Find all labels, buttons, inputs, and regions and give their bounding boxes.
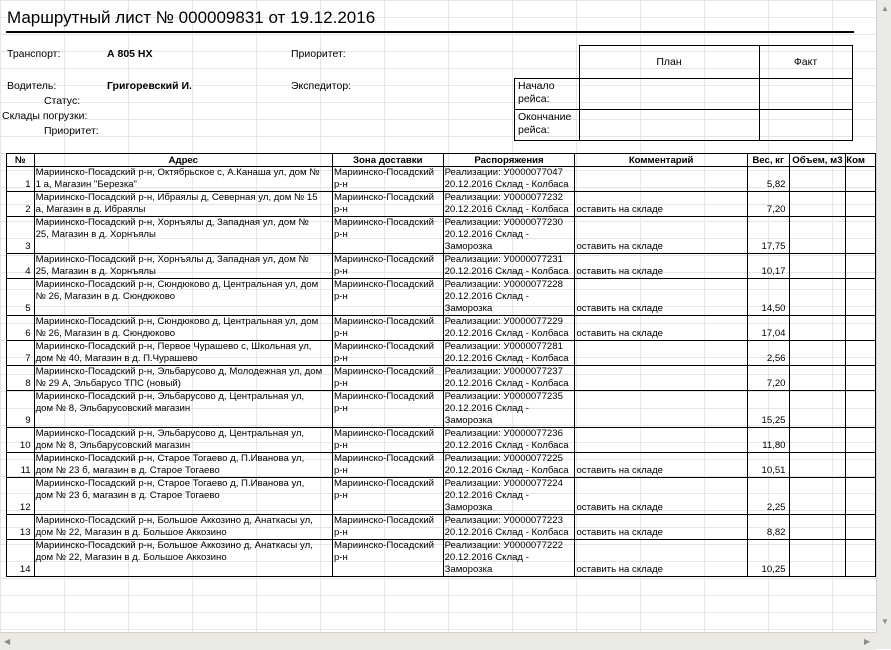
row-comment — [575, 428, 747, 453]
row-zone: Мариинско-Посадский р-н — [332, 341, 443, 366]
row-extra — [846, 217, 876, 254]
row-volume — [789, 279, 846, 316]
trip-start-plan — [579, 79, 759, 110]
row-orders: Реализации: У0000077235 20.12.2016 Склад - Заморозка — [443, 391, 575, 428]
table-row — [7, 217, 876, 254]
transport-value: А 805 НХ — [107, 48, 153, 60]
trip-end-plan — [579, 110, 759, 141]
row-orders: Реализации: У0000077047 20.12.2016 Склад - Колбаса — [443, 167, 575, 192]
row-number: 2 — [7, 192, 35, 217]
row-extra — [846, 478, 876, 515]
row-zone: Мариинско-Посадский р-н — [332, 453, 443, 478]
row-extra — [846, 341, 876, 366]
row-extra — [846, 428, 876, 453]
row-orders: Реализации: У0000077222 20.12.2016 Склад - Заморозка — [443, 540, 575, 577]
row-number: 14 — [7, 540, 35, 577]
row-weight: 10,17 — [747, 254, 789, 279]
fact-header: Факт — [759, 46, 852, 79]
row-weight: 17,75 — [747, 217, 789, 254]
row-orders: Реализации: У0000077237 20.12.2016 Склад - Колбаса — [443, 366, 575, 391]
row-volume — [789, 391, 846, 428]
scrollbar-corner — [876, 632, 891, 649]
row-address: Мариинско-Посадский р-н, Первое Чурашево с, Школьная ул, дом № 40, Магазин в д. П.Чурашево — [34, 341, 332, 366]
row-extra — [846, 540, 876, 577]
row-weight: 11,80 — [747, 428, 789, 453]
row-orders: Реализации: У0000077232 20.12.2016 Склад - Колбаса — [443, 192, 575, 217]
horizontal-scrollbar[interactable] — [0, 632, 876, 650]
row-address: Мариинско-Посадский р-н, Эльбарусово д, Центральная ул, дом № 8, Эльбарусовский магазин — [34, 391, 332, 428]
row-volume — [789, 167, 846, 192]
row-weight: 2,25 — [747, 478, 789, 515]
scroll-down-icon[interactable]: ▼ — [881, 617, 889, 626]
row-volume — [789, 540, 846, 577]
table-row — [7, 167, 876, 192]
row-address: Мариинско-Посадский р-н, Большое Аккозино д, Анаткасы ул, дом № 22, Магазин в д. Большое Аккозино — [34, 540, 332, 577]
row-comment: оставить на складе — [575, 279, 747, 316]
row-volume — [789, 254, 846, 279]
table-row — [7, 391, 876, 428]
trip-start-fact — [759, 79, 852, 110]
row-orders: Реализации: У0000077229 20.12.2016 Склад - Колбаса — [443, 316, 575, 341]
plan-corner-cell — [515, 46, 580, 79]
row-comment — [575, 167, 747, 192]
row-zone: Мариинско-Посадский р-н — [332, 366, 443, 391]
col-num: № — [7, 154, 35, 167]
row-comment: оставить на складе — [575, 217, 747, 254]
row-extra — [846, 366, 876, 391]
table-row — [7, 478, 876, 515]
row-address: Мариинско-Посадский р-н, Сюндюково д, Центральная ул, дом № 26, Магазин в д. Сюндюково — [34, 279, 332, 316]
priority-label-2: Приоритет: — [44, 125, 99, 137]
scroll-right-icon[interactable]: ▶ — [864, 637, 871, 646]
row-extra — [846, 192, 876, 217]
row-orders: Реализации: У0000077230 20.12.2016 Склад - Заморозка — [443, 217, 575, 254]
row-orders: Реализации: У0000077231 20.12.2016 Склад - Колбаса — [443, 254, 575, 279]
row-number: 1 — [7, 167, 35, 192]
row-number: 8 — [7, 366, 35, 391]
col-comment: Комментарий — [575, 154, 747, 167]
row-weight: 7,20 — [747, 366, 789, 391]
row-address: Мариинско-Посадский р-н, Большое Аккозино д, Анаткасы ул, дом № 22, Магазин в д. Большое Аккозино — [34, 515, 332, 540]
plan-fact-table — [514, 45, 853, 141]
col-weight: Вес, кг — [747, 154, 789, 167]
row-orders: Реализации: У0000077228 20.12.2016 Склад - Заморозка — [443, 279, 575, 316]
table-row — [7, 316, 876, 341]
row-zone: Мариинско-Посадский р-н — [332, 515, 443, 540]
col-address: Адрес — [34, 154, 332, 167]
trip-start-label: Начало рейса: — [515, 79, 580, 110]
row-volume — [789, 341, 846, 366]
col-volume: Объем, м3 — [789, 154, 846, 167]
row-weight: 8,82 — [747, 515, 789, 540]
row-zone: Мариинско-Посадский р-н — [332, 254, 443, 279]
row-address: Мариинско-Посадский р-н, Октябрьское с, А.Канаша ул, дом № 1 а, Магазин "Березка" — [34, 167, 332, 192]
row-zone: Мариинско-Посадский р-н — [332, 391, 443, 428]
row-address: Мариинско-Посадский р-н, Эльбарусово д, Центральная ул, дом № 8, Эльбарусовский магазин — [34, 428, 332, 453]
row-number: 11 — [7, 453, 35, 478]
row-address: Мариинско-Посадский р-н, Старое Тогаево д, П.Иванова ул, дом № 23 б, магазин в д. Старое Тогаево — [34, 478, 332, 515]
row-extra — [846, 167, 876, 192]
driver-value: Григоревский И. — [107, 80, 192, 92]
row-address: Мариинско-Посадский р-н, Хорнъялы д, Западная ул, дом № 25, Магазин в д. Хорнъялы — [34, 254, 332, 279]
row-number: 12 — [7, 478, 35, 515]
row-weight: 14,50 — [747, 279, 789, 316]
table-row — [7, 366, 876, 391]
row-weight: 7,20 — [747, 192, 789, 217]
row-comment — [575, 366, 747, 391]
row-weight: 15,25 — [747, 391, 789, 428]
row-volume — [789, 428, 846, 453]
row-number: 3 — [7, 217, 35, 254]
row-volume — [789, 316, 846, 341]
trip-end-fact — [759, 110, 852, 141]
row-extra — [846, 279, 876, 316]
row-volume — [789, 217, 846, 254]
row-number: 7 — [7, 341, 35, 366]
row-number: 4 — [7, 254, 35, 279]
table-row — [7, 254, 876, 279]
row-weight: 10,25 — [747, 540, 789, 577]
row-address: Мариинско-Посадский р-н, Старое Тогаево д, П.Иванова ул, дом № 23 б, магазин в д. Старое Тогаево — [34, 453, 332, 478]
row-comment: оставить на складе — [575, 254, 747, 279]
row-comment: оставить на складе — [575, 192, 747, 217]
row-orders: Реализации: У0000077225 20.12.2016 Склад - Колбаса — [443, 453, 575, 478]
driver-label: Водитель: — [7, 80, 57, 92]
scroll-up-icon[interactable]: ▲ — [881, 4, 889, 13]
title-underline — [6, 31, 854, 33]
row-zone: Мариинско-Посадский р-н — [332, 279, 443, 316]
row-orders: Реализации: У0000077224 20.12.2016 Склад - Заморозка — [443, 478, 575, 515]
row-number: 10 — [7, 428, 35, 453]
row-weight: 10,51 — [747, 453, 789, 478]
row-weight: 2,56 — [747, 341, 789, 366]
row-comment — [575, 341, 747, 366]
row-orders: Реализации: У0000077223 20.12.2016 Склад - Колбаса — [443, 515, 575, 540]
row-orders: Реализации: У0000077281 20.12.2016 Склад - Колбаса — [443, 341, 575, 366]
row-address: Мариинско-Посадский р-н, Эльбарусово д, Молодежная ул, дом № 29 А, Эльбарусо ТПС (новый) — [34, 366, 332, 391]
priority-label: Приоритет: — [291, 48, 346, 60]
row-zone: Мариинско-Посадский р-н — [332, 192, 443, 217]
transport-label: Транспорт: — [7, 48, 61, 60]
row-zone: Мариинско-Посадский р-н — [332, 217, 443, 254]
row-number: 9 — [7, 391, 35, 428]
table-row — [7, 192, 876, 217]
row-comment: оставить на складе — [575, 316, 747, 341]
table-row — [7, 279, 876, 316]
row-zone: Мариинско-Посадский р-н — [332, 316, 443, 341]
row-volume — [789, 366, 846, 391]
row-extra — [846, 453, 876, 478]
row-comment: оставить на складе — [575, 515, 747, 540]
row-volume — [789, 478, 846, 515]
table-row — [7, 515, 876, 540]
table-row — [7, 453, 876, 478]
row-number: 6 — [7, 316, 35, 341]
row-address: Мариинско-Посадский р-н, Ибраялы д, Северная ул, дом № 15 а, Магазин в д. Ибраялы — [34, 192, 332, 217]
row-comment: оставить на складе — [575, 453, 747, 478]
table-row — [7, 428, 876, 453]
row-orders: Реализации: У0000077236 20.12.2016 Склад - Колбаса — [443, 428, 575, 453]
page-title: Маршрутный лист № 000009831 от 19.12.2016 — [7, 8, 376, 27]
row-extra — [846, 515, 876, 540]
row-zone: Мариинско-Посадский р-н — [332, 428, 443, 453]
row-address: Мариинско-Посадский р-н, Сюндюково д, Центральная ул, дом № 26, Магазин в д. Сюндюково — [34, 316, 332, 341]
row-zone: Мариинско-Посадский р-н — [332, 540, 443, 577]
row-volume — [789, 515, 846, 540]
table-row — [7, 341, 876, 366]
row-volume — [789, 453, 846, 478]
vertical-scrollbar[interactable] — [876, 0, 891, 632]
col-orders: Распоряжения — [443, 154, 575, 167]
row-weight: 17,04 — [747, 316, 789, 341]
col-zone: Зона доставки — [332, 154, 443, 167]
row-comment: оставить на складе — [575, 540, 747, 577]
row-comment — [575, 391, 747, 428]
row-zone: Мариинско-Посадский р-н — [332, 167, 443, 192]
plan-header: План — [579, 46, 759, 79]
trip-end-label: Окончание рейса: — [515, 110, 580, 141]
row-address: Мариинско-Посадский р-н, Хорнъялы д, Западная ул, дом № 25, Магазин в д. Хорнъялы — [34, 217, 332, 254]
forwarder-label: Экспедитор: — [291, 80, 352, 92]
row-comment: оставить на складе — [575, 478, 747, 515]
row-number: 13 — [7, 515, 35, 540]
row-weight: 5,82 — [747, 167, 789, 192]
row-extra — [846, 316, 876, 341]
table-row — [7, 540, 876, 577]
col-extra: Ком — [846, 154, 876, 167]
status-label: Статус: — [44, 95, 81, 107]
row-zone: Мариинско-Посадский р-н — [332, 478, 443, 515]
scroll-left-icon[interactable]: ◀ — [4, 637, 11, 646]
row-extra — [846, 391, 876, 428]
row-extra — [846, 254, 876, 279]
route-table — [6, 153, 876, 577]
warehouses-label: Склады погрузки: — [2, 110, 88, 122]
row-number: 5 — [7, 279, 35, 316]
row-volume — [789, 192, 846, 217]
